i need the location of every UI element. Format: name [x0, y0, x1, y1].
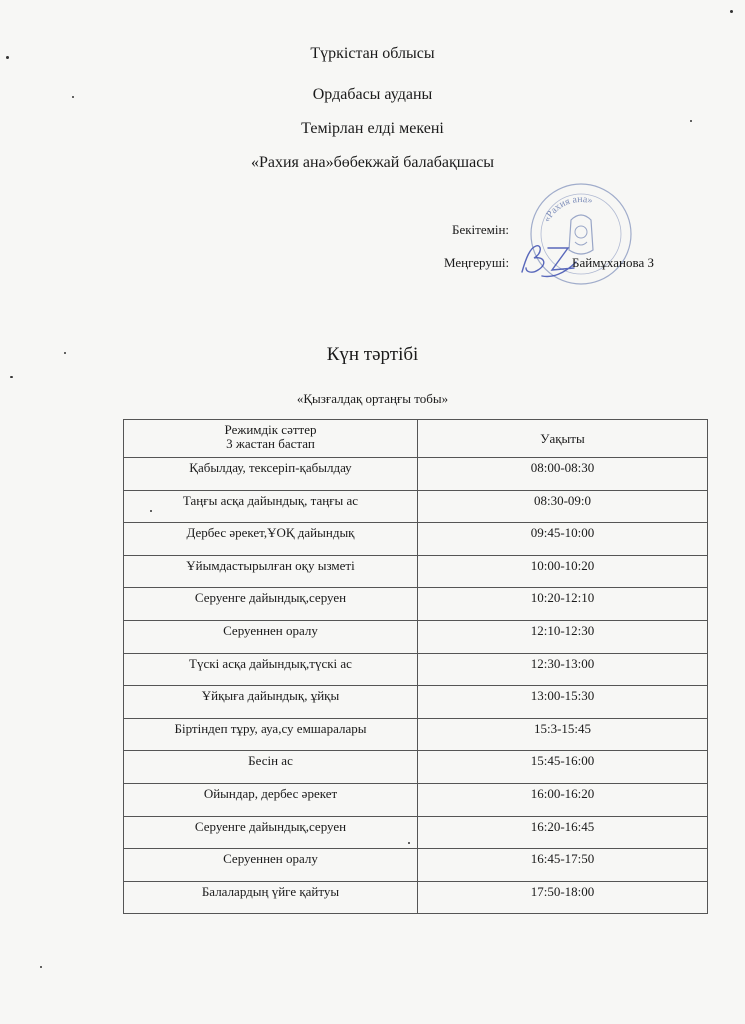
table-row	[124, 751, 708, 784]
activity-cell: Серуеннен оралу	[124, 849, 418, 882]
time-cell: 15:45-16:00	[418, 751, 708, 784]
approve-label: Бекітемін:	[452, 222, 510, 237]
time-cell: 15:3-15:45	[418, 718, 708, 751]
village-line: Темірлан елді мекені	[301, 120, 444, 137]
time-cell: 13:00-15:30	[418, 686, 708, 719]
time-cell: 10:00-10:20	[418, 555, 708, 588]
activity-cell: Серуеннен оралу	[124, 620, 418, 653]
kindergarten-name: «Рахия ана»бөбекжай балабақшасы	[250, 154, 495, 171]
table-row	[124, 849, 708, 882]
activity-cell: Балалардың үйге қайтуы	[124, 881, 418, 914]
activity-cell: Серуенге дайындық,серуен	[124, 816, 418, 849]
time-cell: 08:30-09:0	[418, 490, 708, 523]
activity-cell: Бесін ас	[124, 751, 418, 784]
table-row	[124, 620, 708, 653]
time-cell: 08:00-08:30	[418, 458, 708, 491]
time-cell: 16:20-16:45	[418, 816, 708, 849]
activity-cell: Түскі асқа дайындық,түскі ас	[124, 653, 418, 686]
activity-header-line1: Режимдік сәттер	[224, 422, 317, 437]
table-row	[124, 555, 708, 588]
activity-column-header	[124, 420, 418, 458]
district-line: Ордабасы ауданы	[312, 86, 433, 103]
schedule-table	[123, 419, 708, 914]
table-row	[124, 490, 708, 523]
time-cell: 16:45-17:50	[418, 849, 708, 882]
activity-header-line2: 3 жастан бастап	[226, 436, 315, 451]
activity-cell: Серуенге дайындық,серуен	[124, 588, 418, 621]
time-cell: 17:50-18:00	[418, 881, 708, 914]
time-cell: 10:20-12:10	[418, 588, 708, 621]
table-row	[124, 686, 708, 719]
table-header-row	[124, 420, 708, 458]
document-title: Күн тәртібі	[326, 344, 419, 365]
region-line: Түркістан облысы	[310, 45, 435, 62]
activity-cell: Ұйымдастырылған оқу ызметі	[124, 555, 418, 588]
time-cell: 12:30-13:00	[418, 653, 708, 686]
head-name: Баймұханова З	[572, 255, 654, 270]
activity-cell: Ойындар, дербес әрекет	[124, 783, 418, 816]
table-row	[124, 816, 708, 849]
time-cell: 12:10-12:30	[418, 620, 708, 653]
table-row	[124, 653, 708, 686]
time-column-header: Уақыты	[418, 420, 708, 458]
activity-cell: Қабылдау, тексеріп-қабылдау	[124, 458, 418, 491]
table-row	[124, 458, 708, 491]
time-cell: 16:00-16:20	[418, 783, 708, 816]
activity-cell: Дербес әрекет,ҰОҚ дайындық	[124, 523, 418, 556]
activity-cell: Біртіндеп тұру, ауа,су емшаралары	[124, 718, 418, 751]
stamp-text: «Рахия ана»	[541, 193, 594, 225]
head-label: Меңгеруші:	[444, 255, 510, 270]
group-subtitle: «Қызғалдақ ортаңғы тобы»	[296, 391, 449, 406]
table-row	[124, 588, 708, 621]
table-row	[124, 523, 708, 556]
time-cell: 09:45-10:00	[418, 523, 708, 556]
activity-cell: Таңғы асқа дайындық, таңғы ас	[124, 490, 418, 523]
table-row	[124, 881, 708, 914]
table-row	[124, 783, 708, 816]
schedule-body	[124, 458, 708, 914]
activity-cell: Ұйқыға дайындық, ұйқы	[124, 686, 418, 719]
table-row	[124, 718, 708, 751]
